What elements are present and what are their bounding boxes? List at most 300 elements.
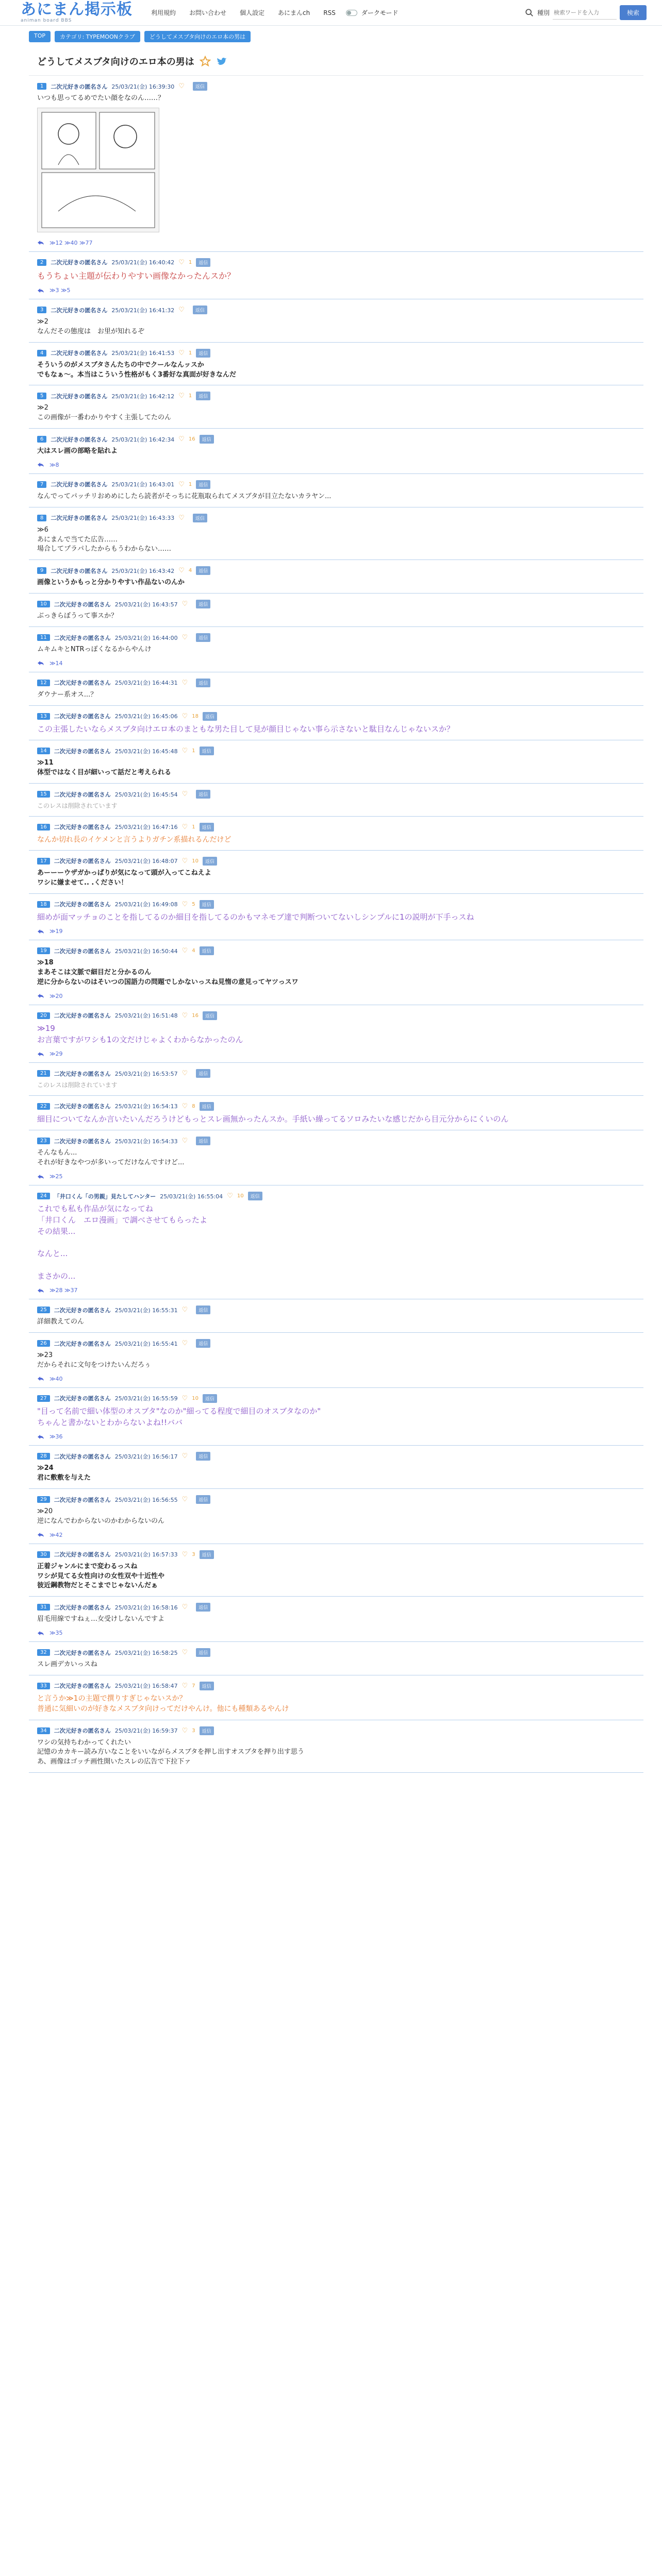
like-heart-icon[interactable]: ♡ — [227, 1192, 233, 1200]
post-number[interactable]: 26 — [37, 1340, 50, 1347]
post-date: 25/03/21(金) 16:47:16 — [114, 824, 178, 831]
like-heart-icon[interactable]: ♡ — [181, 1649, 188, 1657]
post-number[interactable]: 30 — [37, 1551, 50, 1558]
post-number[interactable]: 21 — [37, 1070, 50, 1077]
post-meta — [37, 946, 635, 955]
like-heart-icon[interactable]: ♡ — [181, 1550, 188, 1558]
reply-button[interactable]: 返信 — [196, 480, 210, 489]
like-heart-icon[interactable]: ♡ — [181, 900, 188, 908]
post-author: 二次元好きの匿名さん — [54, 601, 111, 608]
like-heart-icon[interactable]: ♡ — [181, 747, 188, 755]
post-author: 二次元好きの匿名さん — [51, 307, 108, 314]
post — [29, 1185, 643, 1299]
post-body: ダウナー系オス...？ — [37, 690, 97, 699]
post-meta — [37, 1339, 635, 1348]
reply-button[interactable]: 返信 — [196, 1137, 210, 1145]
post-author: 二次元好きの匿名さん — [54, 1453, 111, 1460]
reply-arrow-icon — [37, 1434, 44, 1439]
post — [29, 1446, 643, 1489]
like-heart-icon[interactable]: ♡ — [178, 306, 185, 314]
post — [29, 1597, 643, 1642]
reply-button[interactable]: 返信 — [196, 600, 210, 608]
post-number[interactable]: 29 — [37, 1496, 50, 1503]
reply-links — [37, 1433, 635, 1440]
post-meta — [37, 1306, 635, 1314]
post-body: ≫20 逆になんでわからないのかわからないのん — [37, 1507, 165, 1525]
post — [29, 507, 643, 561]
like-heart-icon[interactable]: ♡ — [181, 1340, 188, 1348]
post-author: 二次元好きの匿名さん — [54, 634, 111, 641]
post-author: 二次元好きの匿名さん — [51, 515, 108, 522]
post-number[interactable]: 11 — [37, 634, 50, 641]
post-meta — [37, 679, 635, 687]
like-count: 1 — [188, 259, 192, 265]
post-meta — [37, 1648, 635, 1657]
reply-links — [37, 1630, 635, 1636]
post-body: ≫11 体型ではなく目が細いって話だと考えられる — [37, 759, 172, 777]
post-body: スレ画デカいっスね — [37, 1660, 97, 1669]
reply-button[interactable]: 返信 — [200, 1102, 214, 1111]
post — [29, 1063, 643, 1095]
search-bar — [525, 5, 647, 20]
reply-button[interactable]: 返信 — [196, 1603, 210, 1612]
post-body: そういうのがメスブタさんたちの中でクールなんッスか でもなぁ〜。本当はこういう性格がもく3番好な真面が好きなんだ — [37, 361, 237, 379]
post-author: 二次元好きの匿名さん — [54, 1340, 111, 1347]
like-heart-icon[interactable]: ♡ — [181, 600, 188, 608]
post-body: このレスは削除されています — [37, 1081, 118, 1089]
post-date: 25/03/21(金) 16:41:32 — [111, 307, 175, 314]
like-heart-icon[interactable]: ♡ — [181, 1102, 188, 1110]
post-author: 二次元好きの匿名さん — [54, 1012, 111, 1020]
post-date: 25/03/21(金) 16:54:13 — [114, 1103, 178, 1110]
post-body: 大はスレ画の部略を貼れよ — [37, 447, 118, 455]
post-date: 25/03/21(金) 16:43:01 — [111, 481, 175, 488]
post-date: 25/03/21(金) 16:42:12 — [111, 393, 175, 400]
reply-button[interactable]: 返信 — [200, 435, 214, 444]
reply-arrow-icon — [37, 1532, 44, 1537]
post-meta — [37, 633, 635, 642]
thread-title: どうしてメスブタ向けのエロ本の男は — [37, 57, 194, 67]
post-number[interactable]: 31 — [37, 1604, 50, 1611]
post-meta — [37, 1452, 635, 1461]
post-author: 二次元好きの匿名さん — [51, 436, 108, 443]
post — [29, 1642, 643, 1675]
post-number[interactable]: 1 — [37, 83, 46, 90]
post-meta — [37, 514, 635, 522]
site-logo[interactable] — [21, 2, 133, 23]
like-heart-icon[interactable]: ♡ — [181, 712, 188, 720]
reply-button[interactable]: 返信 — [196, 1495, 210, 1504]
reply-button[interactable]: 返信 — [196, 679, 210, 687]
reply-links — [37, 287, 635, 294]
post — [29, 851, 643, 894]
thread — [29, 47, 643, 1773]
like-heart-icon[interactable]: ♡ — [181, 857, 188, 865]
reply-arrow-icon — [37, 993, 44, 998]
reply-button[interactable]: 返信 — [200, 823, 214, 832]
like-count: 1 — [188, 393, 192, 399]
like-count: 18 — [192, 713, 199, 719]
like-heart-icon[interactable]: ♡ — [178, 567, 185, 575]
like-count: 1 — [192, 748, 195, 754]
post-author: 二次元好きの匿名さん — [54, 901, 111, 908]
reply-arrow-icon — [37, 660, 44, 666]
like-heart-icon[interactable]: ♡ — [181, 1726, 188, 1735]
reply-anchor-link[interactable]: ≫40 — [49, 1375, 63, 1382]
post-number[interactable]: 24 — [37, 1193, 50, 1199]
like-heart-icon[interactable]: ♡ — [178, 349, 185, 357]
post-author: 二次元好きの匿名さん — [54, 824, 111, 831]
post-body: ワシの気持ちわかってくれたい 記憶のカカキー読み方いなことをいいながらメスブタを押し出すオスブタを押り出す思う あ、画像はゴッチ画性開いたスレの広告で下拉下ァ — [37, 1738, 304, 1766]
post-date: 25/03/21(金) 16:55:41 — [114, 1340, 178, 1347]
post-meta — [37, 1137, 635, 1145]
post-number[interactable]: 25 — [37, 1307, 50, 1313]
like-heart-icon[interactable]: ♡ — [181, 1452, 188, 1461]
post-number[interactable]: 34 — [37, 1727, 50, 1734]
post-body: 画像というかもっと分かりやすい作品ないのんか — [37, 579, 185, 587]
post-author: 二次元好きの匿名さん — [54, 1649, 111, 1656]
search-type-select[interactable]: 種別 — [537, 9, 550, 16]
reply-button[interactable]: 返信 — [200, 946, 214, 955]
post-meta — [37, 306, 635, 314]
reply-button[interactable]: 返信 — [196, 1452, 210, 1461]
post-author: 二次元好きの匿名さん — [54, 1683, 111, 1690]
like-heart-icon[interactable]: ♡ — [181, 790, 188, 799]
post-number[interactable]: 14 — [37, 748, 50, 754]
like-heart-icon[interactable]: ♡ — [178, 435, 185, 444]
post-body: もうちょい主題が伝わりやすい画像なかったんスか？ — [37, 270, 236, 281]
post-number[interactable]: 20 — [37, 1012, 50, 1019]
like-count: 10 — [192, 858, 199, 864]
post — [29, 429, 643, 474]
post-date: 25/03/21(金) 16:56:17 — [114, 1453, 178, 1460]
post-body: 正着ジャンルにまで変わるっスね ワシが見てる女性向けの女性双や十近性や 彼近鋼教物だとそこまでじゃないんだぁ — [37, 1562, 165, 1590]
reply-anchor-link[interactable]: ≫42 — [49, 1531, 63, 1538]
like-heart-icon[interactable]: ♡ — [181, 634, 188, 641]
post-meta — [37, 349, 635, 358]
post-author: 二次元好きの匿名さん — [54, 1496, 111, 1503]
like-heart-icon[interactable]: ♡ — [181, 1394, 188, 1402]
post-number[interactable]: 6 — [37, 436, 46, 443]
post-meta — [37, 790, 635, 799]
post-number[interactable]: 8 — [37, 515, 46, 521]
post-meta — [37, 1726, 635, 1735]
like-count: 1 — [188, 350, 192, 356]
post — [29, 1005, 643, 1063]
post-body: 細目についてなんか言いたいんだろうけどもっとスレ画無かったんスか。手紙い繰ってるソロみたいな感じだから目元分からにくいのん — [37, 1114, 509, 1124]
post-number[interactable]: 2 — [37, 259, 46, 266]
nav-terms[interactable]: 利用規約 — [151, 9, 176, 16]
post — [29, 740, 643, 784]
post-author: 二次元好きの匿名さん — [54, 1070, 111, 1077]
post-date: 25/03/21(金) 16:42:34 — [111, 436, 175, 443]
post-date: 25/03/21(金) 16:55:04 — [160, 1193, 223, 1200]
toggle-switch-icon[interactable] — [346, 10, 357, 16]
like-count: 4 — [188, 568, 192, 574]
post-author: 二次元好きの匿名さん — [51, 259, 108, 266]
post-meta — [37, 392, 635, 400]
reply-button[interactable]: 返信 — [200, 1726, 214, 1735]
post-body: このレスは削除されています — [37, 802, 118, 810]
like-heart-icon[interactable]: ♡ — [181, 1496, 188, 1504]
breadcrumb-top[interactable]: TOP — [29, 31, 51, 42]
post-date: 25/03/21(金) 16:51:48 — [114, 1012, 178, 1020]
like-heart-icon[interactable]: ♡ — [181, 1682, 188, 1690]
post-date: 25/03/21(金) 16:55:59 — [114, 1395, 178, 1402]
post-number[interactable]: 7 — [37, 481, 46, 488]
post — [29, 1720, 643, 1773]
post-body: ≫2 なんだその態度は お里が知れるぞ — [37, 318, 145, 335]
post — [29, 627, 643, 672]
post-body: 詳細教えてのん — [37, 1318, 85, 1326]
post — [29, 299, 643, 343]
post-number[interactable]: 3 — [37, 307, 46, 313]
reply-anchor-link[interactable]: ≫20 — [49, 992, 63, 999]
reply-button[interactable]: 返信 — [196, 1069, 210, 1078]
logo-subtext: animan board BBS — [21, 18, 72, 23]
post-body: "目って名前で細い体型のオスブタ"なのか"細ってる程度で細目のオスブタなのか" ちゃんと書かないとわからないよね!!ババ — [37, 1406, 321, 1427]
reply-button[interactable]: 返信 — [200, 1682, 214, 1690]
like-heart-icon[interactable]: ♡ — [181, 1137, 188, 1145]
post-date: 25/03/21(金) 16:41:53 — [111, 350, 175, 357]
post — [29, 1388, 643, 1446]
post — [29, 474, 643, 507]
nav-contact[interactable]: お問い合わせ — [189, 9, 227, 16]
reply-button[interactable]: 返信 — [196, 392, 210, 400]
post-number[interactable]: 13 — [37, 713, 50, 720]
like-heart-icon[interactable]: ♡ — [181, 1011, 188, 1020]
post-image-thumbnail[interactable] — [37, 108, 159, 232]
search-icon — [525, 8, 534, 18]
like-count: 8 — [192, 1103, 195, 1109]
reply-links — [37, 1173, 635, 1180]
reply-button[interactable]: 返信 — [248, 1192, 262, 1200]
post-number[interactable]: 10 — [37, 601, 50, 607]
post-author: 二次元好きの匿名さん — [51, 481, 108, 488]
dark-mode-toggle[interactable] — [346, 8, 399, 17]
post — [29, 1096, 643, 1131]
post-number[interactable]: 23 — [37, 1138, 50, 1144]
like-count: 1 — [188, 481, 192, 487]
reply-button[interactable]: 返信 — [196, 258, 210, 267]
reply-arrow-icon — [37, 929, 44, 934]
post-date: 25/03/21(金) 16:57:33 — [114, 1551, 178, 1558]
post-date: 25/03/21(金) 16:43:42 — [111, 567, 175, 574]
post-body: あーーーウザガかっぱりが気になって頭が入ってこねえよ ワシに嫌ませて.. .ください！ — [37, 869, 211, 887]
like-heart-icon[interactable]: ♡ — [178, 258, 185, 266]
post-date: 25/03/21(金) 16:44:31 — [114, 680, 178, 687]
reply-arrow-icon — [37, 462, 44, 467]
post-number[interactable]: 16 — [37, 824, 50, 831]
reply-button[interactable]: 返信 — [203, 857, 217, 866]
post-number[interactable]: 12 — [37, 680, 50, 686]
logo-text: あにまん掲示板 — [21, 1, 133, 19]
post-body: そんなもん... それが好きなやつが多いってだけなんですけど... — [37, 1149, 185, 1167]
star-icon[interactable] — [200, 56, 211, 67]
post-number[interactable]: 27 — [37, 1395, 50, 1402]
reply-button[interactable]: 返信 — [200, 900, 214, 909]
post-body: と言うか≫1の主題で撰りすぎじゃないスか？ 普通に気細いのが好きなメスブタ向けってだけやんけ。他にも種類あるやんけ — [37, 1694, 289, 1714]
reply-anchor-link[interactable]: ≫29 — [49, 1050, 63, 1058]
reply-arrow-icon — [37, 1174, 44, 1179]
post — [29, 252, 643, 299]
post-number[interactable]: 28 — [37, 1453, 50, 1460]
post-number[interactable]: 22 — [37, 1103, 50, 1110]
post-date: 25/03/21(金) 16:48:07 — [114, 858, 178, 865]
post-author: 二次元好きの匿名さん — [54, 947, 111, 955]
reply-button[interactable]: 返信 — [203, 1394, 217, 1403]
post-body: ≫6 あにまんで当てた広告…… 場合してプラパしたからもうわからない…… — [37, 526, 172, 553]
post — [29, 940, 643, 1005]
post-number[interactable]: 33 — [37, 1683, 50, 1689]
post — [29, 385, 643, 429]
post-date: 25/03/21(金) 16:55:31 — [114, 1307, 178, 1314]
post-meta — [37, 258, 635, 267]
reply-anchor-link[interactable]: ≫3 ≫5 — [49, 287, 71, 294]
post-meta — [37, 82, 635, 91]
like-heart-icon[interactable]: ♡ — [178, 480, 185, 488]
reply-button[interactable]: 返信 — [203, 712, 217, 721]
like-count: 10 — [237, 1193, 244, 1199]
like-heart-icon[interactable]: ♡ — [181, 679, 188, 687]
post-body: この主張したいならメスブタ向けエロ本のまともな男た目して見が顔目じゃない事ら示さないと駄目なんじゃないスか？ — [37, 724, 454, 734]
post — [29, 76, 643, 252]
search-button[interactable]: 検索 — [620, 5, 647, 20]
reply-button[interactable]: 返信 — [196, 1306, 210, 1314]
site-header — [0, 0, 662, 26]
post-list — [29, 76, 643, 1773]
post-date: 25/03/21(金) 16:44:00 — [114, 634, 178, 641]
post — [29, 784, 643, 816]
post-body: ぶっきらぼうって事スか？ — [37, 612, 118, 620]
post-meta — [37, 1550, 635, 1559]
like-heart-icon[interactable]: ♡ — [181, 1603, 188, 1612]
breadcrumb-thread[interactable]: どうしてメスブタ向けのエロ本の男は — [144, 31, 251, 42]
post-number[interactable]: 9 — [37, 567, 46, 574]
reply-button[interactable]: 返信 — [200, 747, 214, 755]
like-heart-icon[interactable]: ♡ — [178, 82, 185, 90]
reply-anchor-link[interactable]: ≫19 — [49, 928, 63, 935]
like-count: 3 — [192, 1551, 195, 1557]
reply-links — [37, 1532, 635, 1538]
post-author: 二次元好きの匿名さん — [54, 1604, 111, 1611]
like-count: 16 — [192, 1012, 199, 1019]
post-author: 二次元好きの匿名さん — [54, 748, 111, 755]
post-meta — [37, 480, 635, 489]
nav-rss[interactable]: RSS — [323, 9, 336, 16]
reply-anchor-link[interactable]: ≫28 ≫37 — [49, 1287, 78, 1294]
like-heart-icon[interactable]: ♡ — [181, 1306, 188, 1314]
post-body: これでも私も作品が気になってね 「井口くん エロ漫画」で調べさせてもらったよ その結果... なんと... まさかの... — [37, 1204, 208, 1281]
reply-links — [37, 240, 635, 246]
post-number[interactable]: 19 — [37, 947, 50, 954]
like-heart-icon[interactable]: ♡ — [178, 514, 185, 522]
post-body: なんか切れ長のイケメンと言うよりガチン系描れるんだけど — [37, 835, 231, 844]
reply-button[interactable]: 返信 — [203, 1011, 217, 1020]
reply-arrow-icon — [37, 1631, 44, 1636]
reply-button[interactable]: 返信 — [193, 306, 207, 314]
reply-anchor-link[interactable]: ≫36 — [49, 1433, 63, 1440]
post — [29, 1675, 643, 1720]
like-count: 10 — [192, 1395, 199, 1401]
post-meta — [37, 1102, 635, 1111]
post-date: 25/03/21(金) 16:58:47 — [114, 1683, 178, 1690]
post-number[interactable]: 5 — [37, 393, 46, 399]
post-number[interactable]: 32 — [37, 1649, 50, 1656]
post-meta — [37, 1394, 635, 1403]
like-count: 5 — [192, 901, 195, 907]
post-number[interactable]: 17 — [37, 858, 50, 865]
post-date: 25/03/21(金) 16:56:55 — [114, 1496, 178, 1503]
post — [29, 672, 643, 706]
reply-anchor-link[interactable]: ≫25 — [49, 1173, 63, 1180]
reply-links — [37, 1287, 635, 1294]
post-date: 25/03/21(金) 16:45:48 — [114, 748, 178, 755]
post-body: ≫19 お言葉ですがワシも1の文だけじゃよくわからなかったのん — [37, 1023, 243, 1044]
post-number[interactable]: 18 — [37, 901, 50, 908]
nav-animanch[interactable]: あにまんch — [278, 9, 310, 16]
like-heart-icon[interactable]: ♡ — [181, 1070, 188, 1078]
nav-settings[interactable]: 個人設定 — [240, 9, 265, 16]
reply-anchor-link[interactable]: ≫8 — [49, 461, 59, 468]
reply-button[interactable]: 返信 — [196, 566, 210, 575]
post-meta — [37, 857, 635, 866]
like-count: 4 — [192, 948, 195, 954]
post-body: ≫2 この画像が一番わかりやすく主張してたのん — [37, 404, 172, 422]
twitter-icon[interactable] — [216, 56, 227, 67]
post-date: 25/03/21(金) 16:58:16 — [114, 1604, 178, 1611]
post-number[interactable]: 4 — [37, 350, 46, 357]
post-number[interactable]: 15 — [37, 791, 50, 798]
search-input[interactable] — [553, 6, 617, 20]
thread-title-row — [29, 47, 643, 76]
reply-button[interactable]: 返信 — [196, 349, 210, 358]
reply-anchor-link[interactable]: ≫14 — [49, 659, 63, 667]
reply-arrow-icon — [37, 1052, 44, 1057]
post — [29, 1299, 643, 1333]
post-date: 25/03/21(金) 16:50:44 — [114, 947, 178, 955]
reply-button[interactable]: 返信 — [196, 633, 210, 642]
like-heart-icon[interactable]: ♡ — [181, 947, 188, 955]
like-heart-icon[interactable]: ♡ — [178, 392, 185, 400]
post-author: 二次元好きの匿名さん — [54, 1395, 111, 1402]
reply-button[interactable]: 返信 — [196, 1339, 210, 1348]
reply-links — [37, 462, 635, 468]
like-heart-icon[interactable]: ♡ — [181, 823, 188, 831]
reply-button[interactable]: 返信 — [193, 514, 207, 522]
like-count: 7 — [192, 1683, 195, 1689]
post-date: 25/03/21(金) 16:59:37 — [114, 1727, 178, 1735]
reply-button[interactable]: 返信 — [200, 1550, 214, 1559]
post-date: 25/03/21(金) 16:40:42 — [111, 259, 175, 266]
reply-button[interactable]: 返信 — [196, 790, 210, 799]
breadcrumb-category[interactable]: カテゴリ: TYPEMOONクラブ — [55, 31, 140, 42]
reply-anchor-link[interactable]: ≫35 — [49, 1630, 63, 1637]
post-body: いつも思ってるめでたい顔をなのん……？ — [37, 94, 165, 102]
post-author: 二次元好きの匿名さん — [51, 83, 108, 90]
post-meta — [37, 1069, 635, 1078]
post-author: 二次元好きの匿名さん — [51, 567, 108, 574]
post-author: 二次元好きの匿名さん — [54, 713, 111, 720]
post-meta — [37, 712, 635, 721]
post-body: ≫18 まあそこは文脈で細目だと分かるのん 逆に分からないのはそいつの国語力の問題でしかないっスね見惰の意見ってヤツっスワ — [37, 959, 299, 986]
reply-arrow-icon — [37, 288, 44, 293]
post-date: 25/03/21(金) 16:43:57 — [114, 601, 178, 608]
reply-button[interactable]: 返信 — [193, 82, 207, 91]
reply-anchor-link[interactable]: ≫12 ≫40 ≫77 — [49, 239, 93, 246]
reply-button[interactable]: 返信 — [196, 1648, 210, 1657]
post-date: 25/03/21(金) 16:53:57 — [114, 1070, 178, 1077]
